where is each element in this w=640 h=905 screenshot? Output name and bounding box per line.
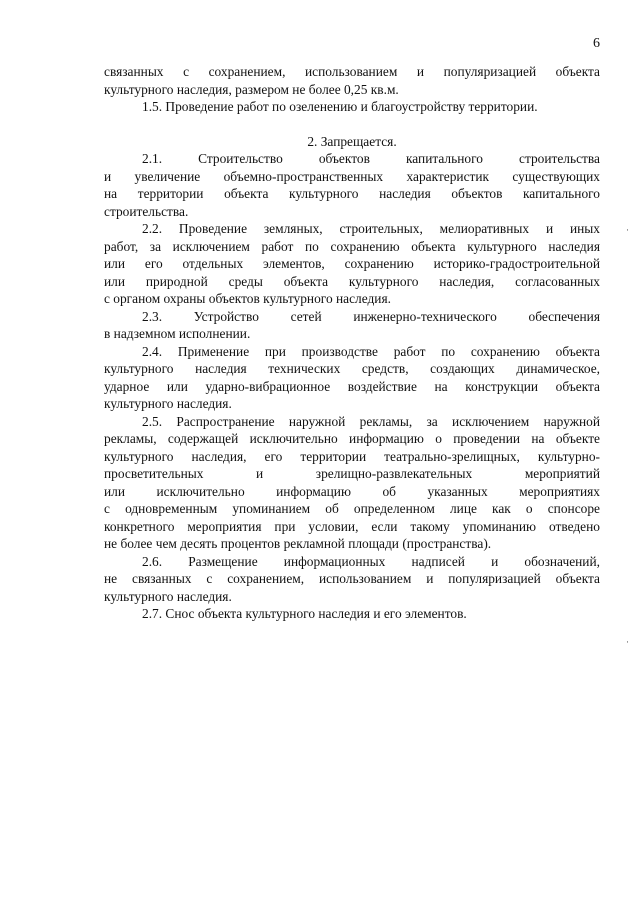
text-line: конкретного мероприятия при условии, если такому упоминанию отведено [104, 518, 600, 534]
text-line: культурного наследия, размером не более 0,25 кв.м. [104, 81, 399, 97]
text-line: 2.3. Устройство сетей инженерно-технического обеспечения [142, 308, 600, 324]
text-line: 2.2. Проведение земляных, строительных, мелиоративных и иных [142, 221, 600, 236]
text-line: рекламы, содержащей исключительно информацию о проведении на объекте [104, 431, 600, 446]
text-line: на территории объекта культурного наследия объектов капитального [104, 186, 600, 201]
text-line: культурного наследия. [104, 396, 232, 411]
text-line: 2.4. Применение при производстве работ по сохранению объекта [142, 343, 600, 359]
text-line: связанных с сохранением, использованием и популяризацией объекта [104, 64, 600, 79]
text-line: ударное или ударно-вибрационное воздействие на конструкции объекта [104, 378, 600, 394]
text-line: не связанных с сохранением, использованием и популяризацией объекта [104, 571, 600, 586]
document-body [104, 63, 600, 623]
text-line: или природной среды объекта культурного наследия, согласованных [104, 273, 600, 289]
text-line: строительства. [104, 203, 189, 219]
text-line: с одновременным упоминанием об определенном лице как о спонсоре [104, 501, 600, 516]
text-line: с органом охраны объектов культурного наследия. [104, 291, 391, 306]
text-line: 2.6. Размещение информационных надписей и обозначений, [142, 553, 600, 569]
text-line: работ, за исключением работ по сохранению объекта культурного наследия [104, 238, 600, 254]
text-line: культурного наследия технических средств, создающих динамическое, [104, 361, 600, 376]
text-line: 2.5. Распространение наружной рекламы, за исключением наружной [142, 413, 600, 429]
text-line: культурного наследия, его территории театрально-зрелищных, культурно- [104, 448, 600, 464]
text-line: культурного наследия. [104, 588, 232, 604]
text-line: 2.1. Строительство объектов капитального строительства [142, 151, 600, 166]
section-heading: 2. Запрещается. [307, 133, 397, 149]
text-line: просветительных и зрелищно-развлекательных мероприятий [104, 466, 600, 481]
text-line: в надземном исполнении. [104, 326, 251, 341]
text-line: или его отдельных элементов, сохранению историко-градостроительной [104, 256, 600, 271]
text-line: не более чем десять процентов рекламной площади (пространства). [104, 536, 492, 551]
text-line: 1.5. Проведение работ по озеленению и благоустройству территории. [142, 99, 538, 114]
text-line: 2.7. Снос объекта культурного наследия и его элементов. [142, 606, 467, 621]
text-line: и увеличение объемно-пространственных характеристик существующих [104, 168, 600, 184]
page-number: 6 [593, 36, 600, 51]
text-line: или исключительно информацию об указанных мероприятиях [104, 483, 600, 499]
scan-speck: · [626, 637, 629, 647]
scan-speck: · [626, 225, 629, 235]
